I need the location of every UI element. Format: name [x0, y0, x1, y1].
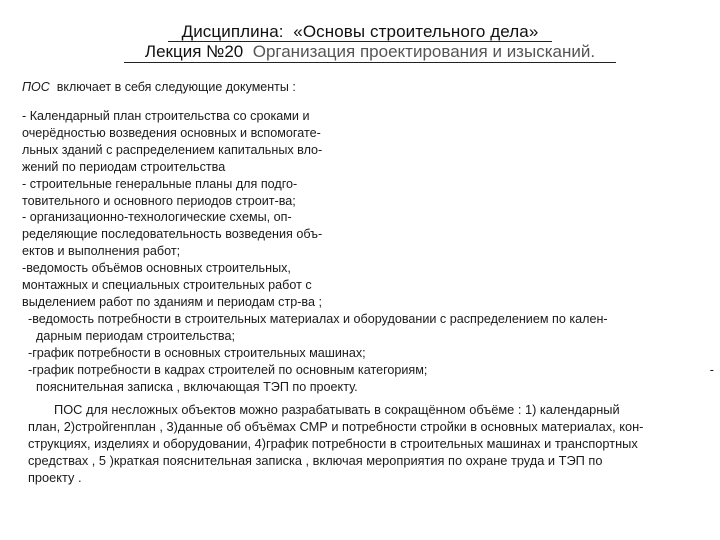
list-item: - Календарный план строительства со сроками и [22, 109, 310, 123]
intro-line [22, 80, 296, 94]
list-item: ределяющие последовательность возведения объ- [22, 227, 323, 242]
discipline-title [150, 22, 570, 42]
lecture-number: Лекция №20 [144, 42, 244, 61]
paragraph-line: ПОС для несложных объектов можно разрабатывать в сокращённом объёме : 1) календарный [54, 402, 620, 417]
list-item: ектов и выполнения работ; [22, 244, 181, 259]
paragraph-line: средствах , 5 )краткая пояснительная записка , включая мероприятия по охране труда и ТЭП по [28, 453, 603, 468]
list-item: жений по периодам строительства [22, 159, 226, 174]
list-item: - организационно-технологические схемы, оп- [22, 210, 292, 225]
lecture-underline [124, 62, 616, 63]
discipline-name: «Основы строительного дела» [293, 22, 539, 41]
list-item: дарным периодам строительства; [36, 328, 235, 343]
intro-text: включает в себя следующие документы : [56, 80, 296, 94]
list-item: льных зданий с распределением капитальных вло- [22, 142, 323, 157]
list-item: товительного и основного периодов строит-ва; [22, 193, 296, 208]
list-item: -ведомость объёмов основных строительных, [22, 261, 291, 276]
paragraph-line: план, 2)стройгенплан , 3)данные об объёмах СМР и потребности стройки в основных материалах, кон- [28, 419, 644, 434]
list-item: пояснительная записка , включающая ТЭП по проекту. [36, 379, 358, 394]
list-item: выделением работ по зданиям и периодам стр-ва ; [22, 294, 322, 309]
summary-paragraph [28, 401, 698, 486]
list-item: монтажных и специальных строительных работ с [22, 278, 312, 293]
discipline-prefix: Дисциплина: [181, 22, 284, 41]
pos-abbreviation: ПОС [22, 80, 50, 94]
list-item: - строительные генеральные планы для подго- [22, 176, 298, 191]
list-item: очерёдностью возведения основных и вспомогате- [22, 125, 321, 140]
list-item: -график потребности в кадрах строителей по основным категориям; [28, 362, 428, 377]
list-item: -ведомость потребности в строительных материалах и оборудовании с распределением по кален- [28, 311, 608, 326]
paragraph-line: проекту . [28, 470, 82, 485]
document-list [22, 108, 714, 395]
trailing-dash: - [709, 362, 714, 377]
list-item: -график потребности в основных строительных машинах; [28, 345, 366, 360]
lecture-title [120, 42, 620, 62]
paragraph-line: струкциях, изделиях и оборудовании, 4)график потребности в строительных машинах и транспортных [28, 436, 638, 451]
lecture-topic: Организация проектирования и изысканий. [252, 42, 596, 61]
list-item-with-dash [22, 362, 714, 379]
